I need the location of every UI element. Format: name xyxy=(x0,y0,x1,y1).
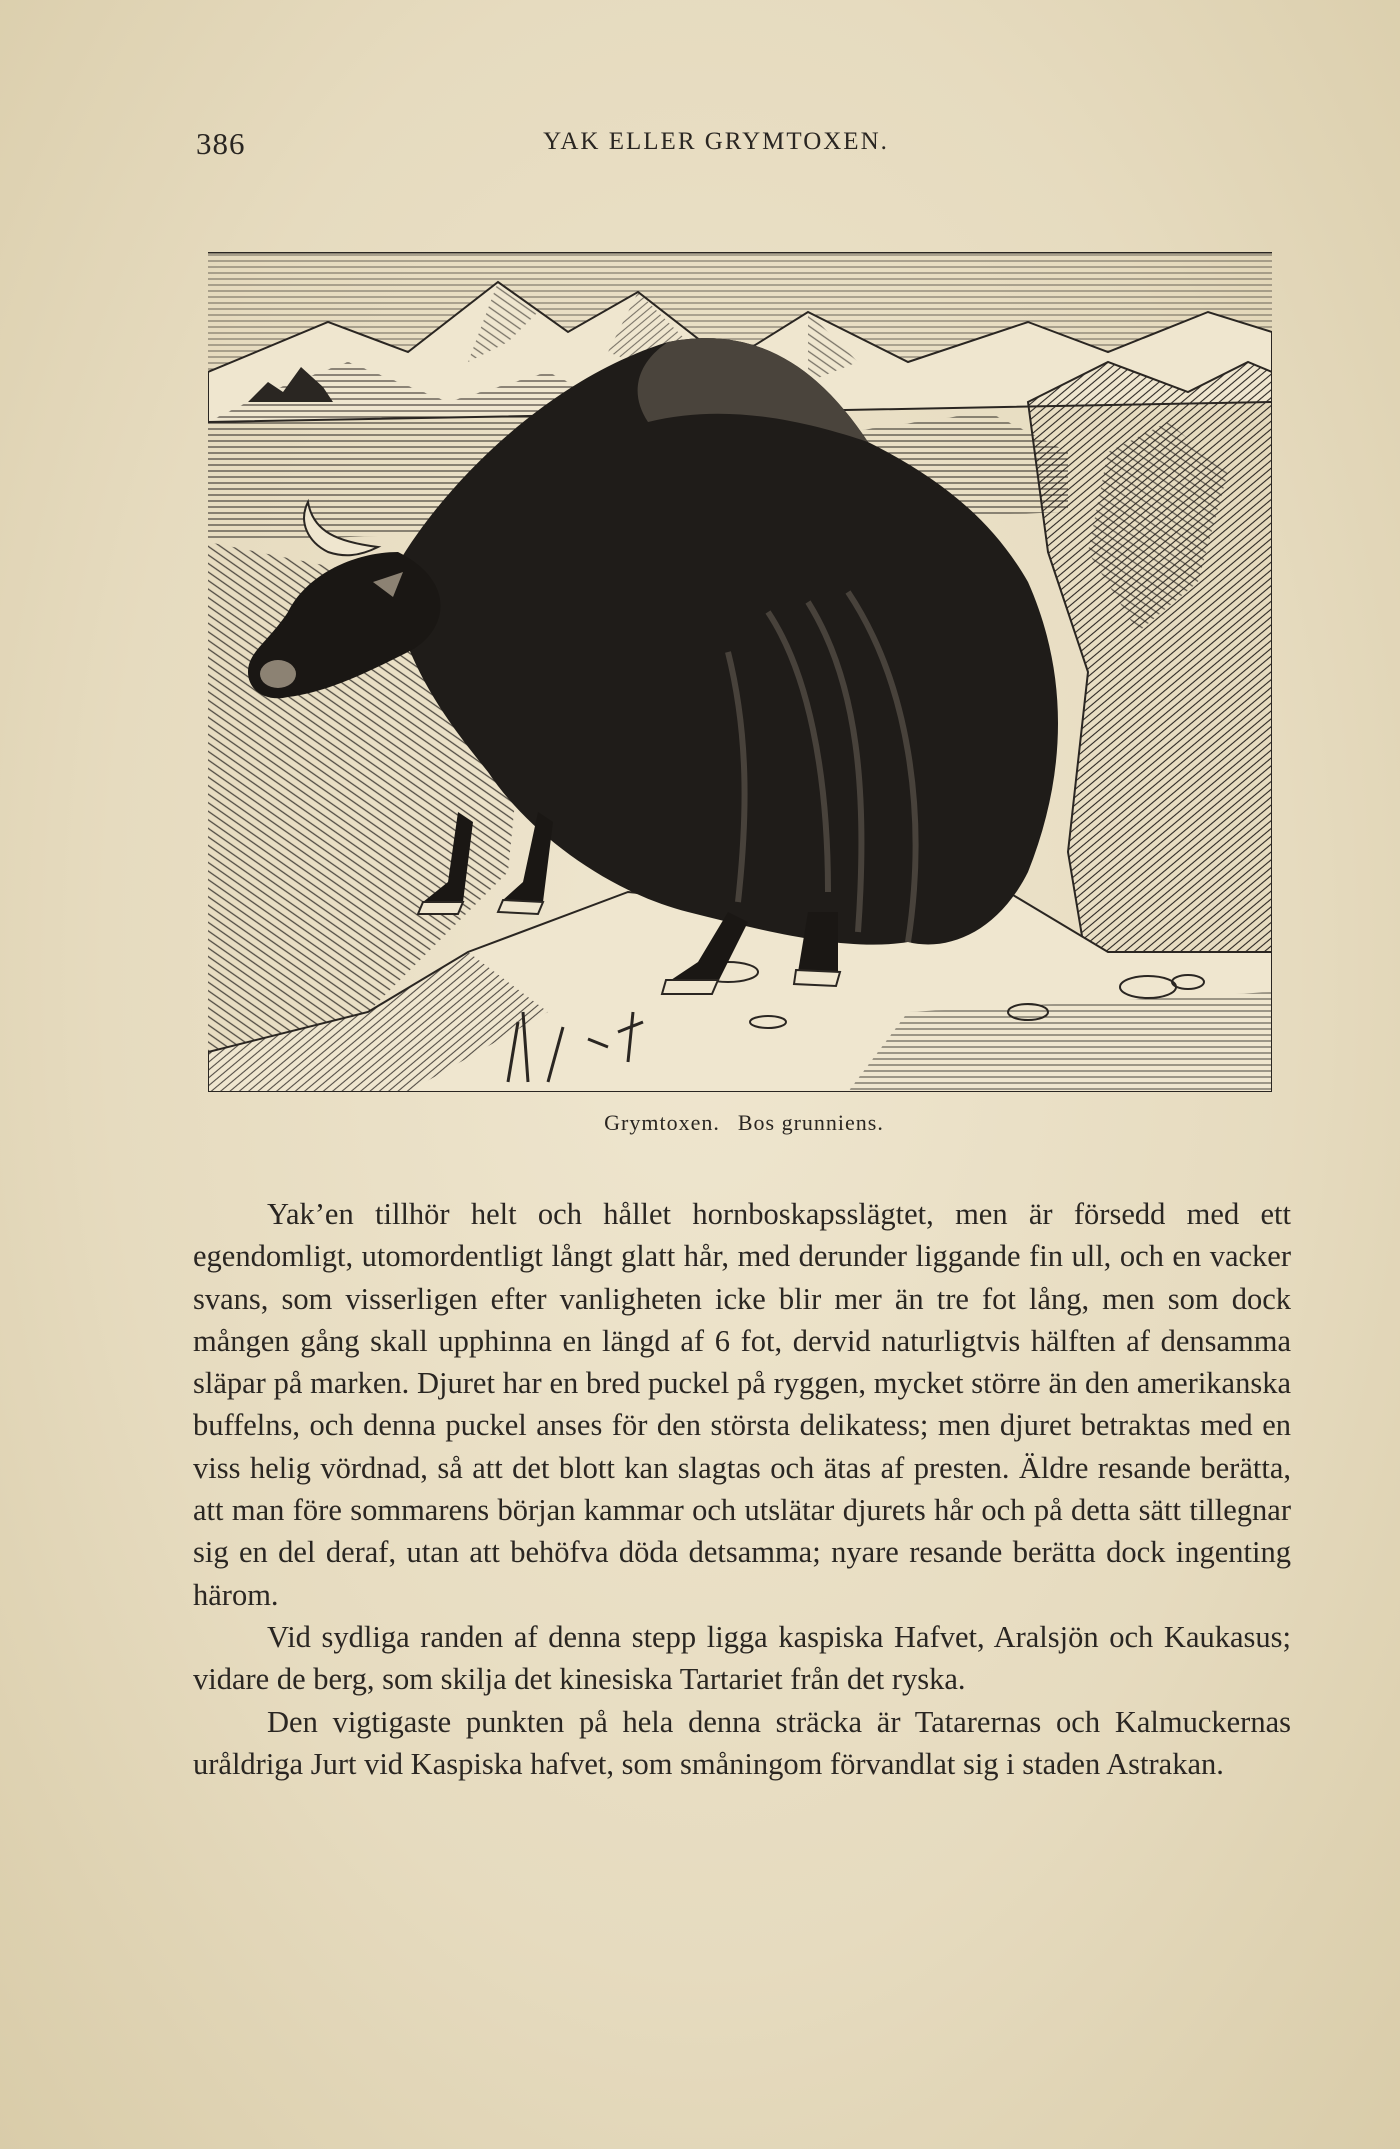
paragraph: Vid sydliga randen af denna stepp ligga kaspiska Hafvet, Aralsjön och Kaukasus; vidare de berg, som skilja det kinesiska Tartariet från det ryska. xyxy=(193,1619,1291,1697)
page-header xyxy=(196,126,1236,166)
caption-latin-name: Bos grunniens. xyxy=(737,1110,884,1135)
page-number: 386 xyxy=(196,126,246,161)
caption-common-name: Grymtoxen. xyxy=(604,1110,720,1135)
body-text xyxy=(193,1193,1291,1785)
paragraph: Yak’en tillhör helt och hållet hornboskapsslägtet, men är försedd med ett egendomligt, utomordentligt långt glatt hår, med derunder liggande fin ull, och en vacker svans, som visserligen efter vanligheten icke blir mer än tre fot lång, men som dock mången gång skall upphinna en längd af 6 fot, dervid naturligtvis hälften af densamma släpar på marken. Djuret har en bred puckel på ryggen, mycket större än den amerikanska buffelns, och denna puckel anses för den största delikatess; men djuret betraktas med en viss helig vördnad, så att det blott kan slagtas och ätas af presten. Äldre resande berätta, att man före sommarens början kammar och utslätar djurets hår och på detta sätt tillegnar sig en del deraf, utan att behöfva döda detsamma; nyare resande berätta dock ingenting härom. xyxy=(193,1197,1291,1612)
figure-caption xyxy=(196,1110,1292,1136)
running-title: YAK ELLER GRYMTOXEN. xyxy=(543,128,889,155)
paragraph: Den vigtigaste punkten på hela denna sträcka är Tatarernas och Kalmuckernas uråldriga Jurt vid Kaspiska hafvet, som småningom förvandlat sig i staden Astrakan. xyxy=(193,1704,1291,1781)
yak-engraving xyxy=(208,252,1272,1092)
